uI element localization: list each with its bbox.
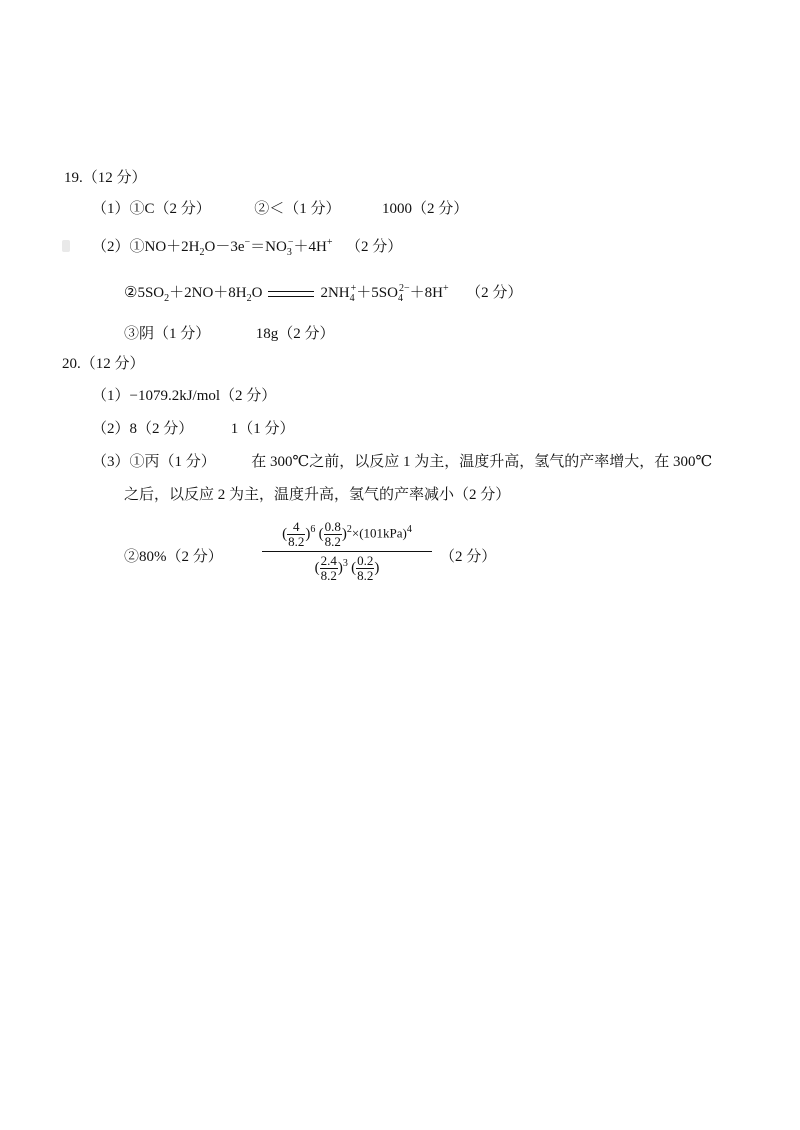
q19-part2-line3 — [124, 324, 335, 344]
eq1-score: （2 分） — [345, 239, 403, 255]
eq2-f: ＋8H — [409, 285, 443, 301]
equals-sign — [268, 291, 314, 297]
kp-numerator: ( $\frac{4}{8.2}$ )$^6$ ( $\frac{0.8}{8.2}$ )$^2\times(101kPa)^4$ — [262, 520, 432, 552]
eq2-a: ②5SO — [124, 285, 165, 301]
q19-part2-eq2: $②5SO_2+2NO+8H_2O$ $2NH_4^++5SO_4^{2-}+8H^+$ （2 分） — [124, 283, 523, 304]
q20-part1: （1）−1079.2kJ/mol（2 分） — [92, 388, 277, 404]
q20-header: 20.（12 分） — [62, 356, 145, 372]
q19-header: 19.（12 分） — [64, 170, 147, 186]
eq1-c: ＝NO — [250, 239, 287, 255]
kp-score: （2 分） — [440, 549, 497, 565]
eq1-a: ①NO＋2H — [129, 239, 200, 255]
q19-part1-answer-b: ②＜（1 分） — [254, 201, 341, 217]
eq2-c: O — [251, 285, 263, 301]
q19-part2-label: （2） — [92, 239, 130, 255]
eq1-b: O－3e — [204, 239, 245, 255]
kp-formula — [262, 520, 432, 583]
q19-part2-answer-d: 18g（2 分） — [255, 326, 335, 342]
q19-part1-label: （1） — [92, 201, 130, 217]
eq2-d: 2NH — [320, 285, 350, 301]
q20-part2-answer-b: 1（1 分） — [230, 421, 295, 437]
q20-part3-text2: 之后，以反应 2 为主，温度升高，氢气的产率减小（2 分） — [124, 487, 511, 503]
q20-part3-label: （3）①丙（1 分） — [92, 454, 216, 470]
q19-part1 — [92, 199, 468, 219]
kp-denominator: ( $\frac{2.4}{8.2}$ )$^3$ ( $\frac{0.2}{8.2}$ ) — [314, 553, 380, 583]
eq1-d: ＋4H — [293, 239, 327, 255]
q19-part1-answer-c: 1000（2 分） — [382, 201, 469, 217]
q19-part2-answer-c: ③阴（1 分） — [124, 326, 211, 342]
q20-part2 — [92, 419, 295, 439]
q20-part3 — [92, 452, 712, 472]
eq2-score: （2 分） — [466, 285, 523, 301]
scan-mark — [62, 240, 70, 252]
eq2-b: ＋2NO＋8H — [169, 285, 247, 301]
q19-part2-eq1: $(2)①NO+2H_2O-3e^-=NO_3^-+4H^+$ （2 分） — [92, 237, 403, 258]
q19-part1-answer-a: ①C（2 分） — [129, 201, 211, 217]
q20-part3-answer2: ②80%（2 分） — [124, 549, 223, 565]
q20-part2-answer-a: （2）8（2 分） — [92, 421, 194, 437]
q20-part3-text1: 在 300℃之前，以反应 1 为主，温度升高，氢气的产率增大，在 300℃ — [251, 454, 713, 470]
eq2-e: ＋5SO — [356, 285, 398, 301]
